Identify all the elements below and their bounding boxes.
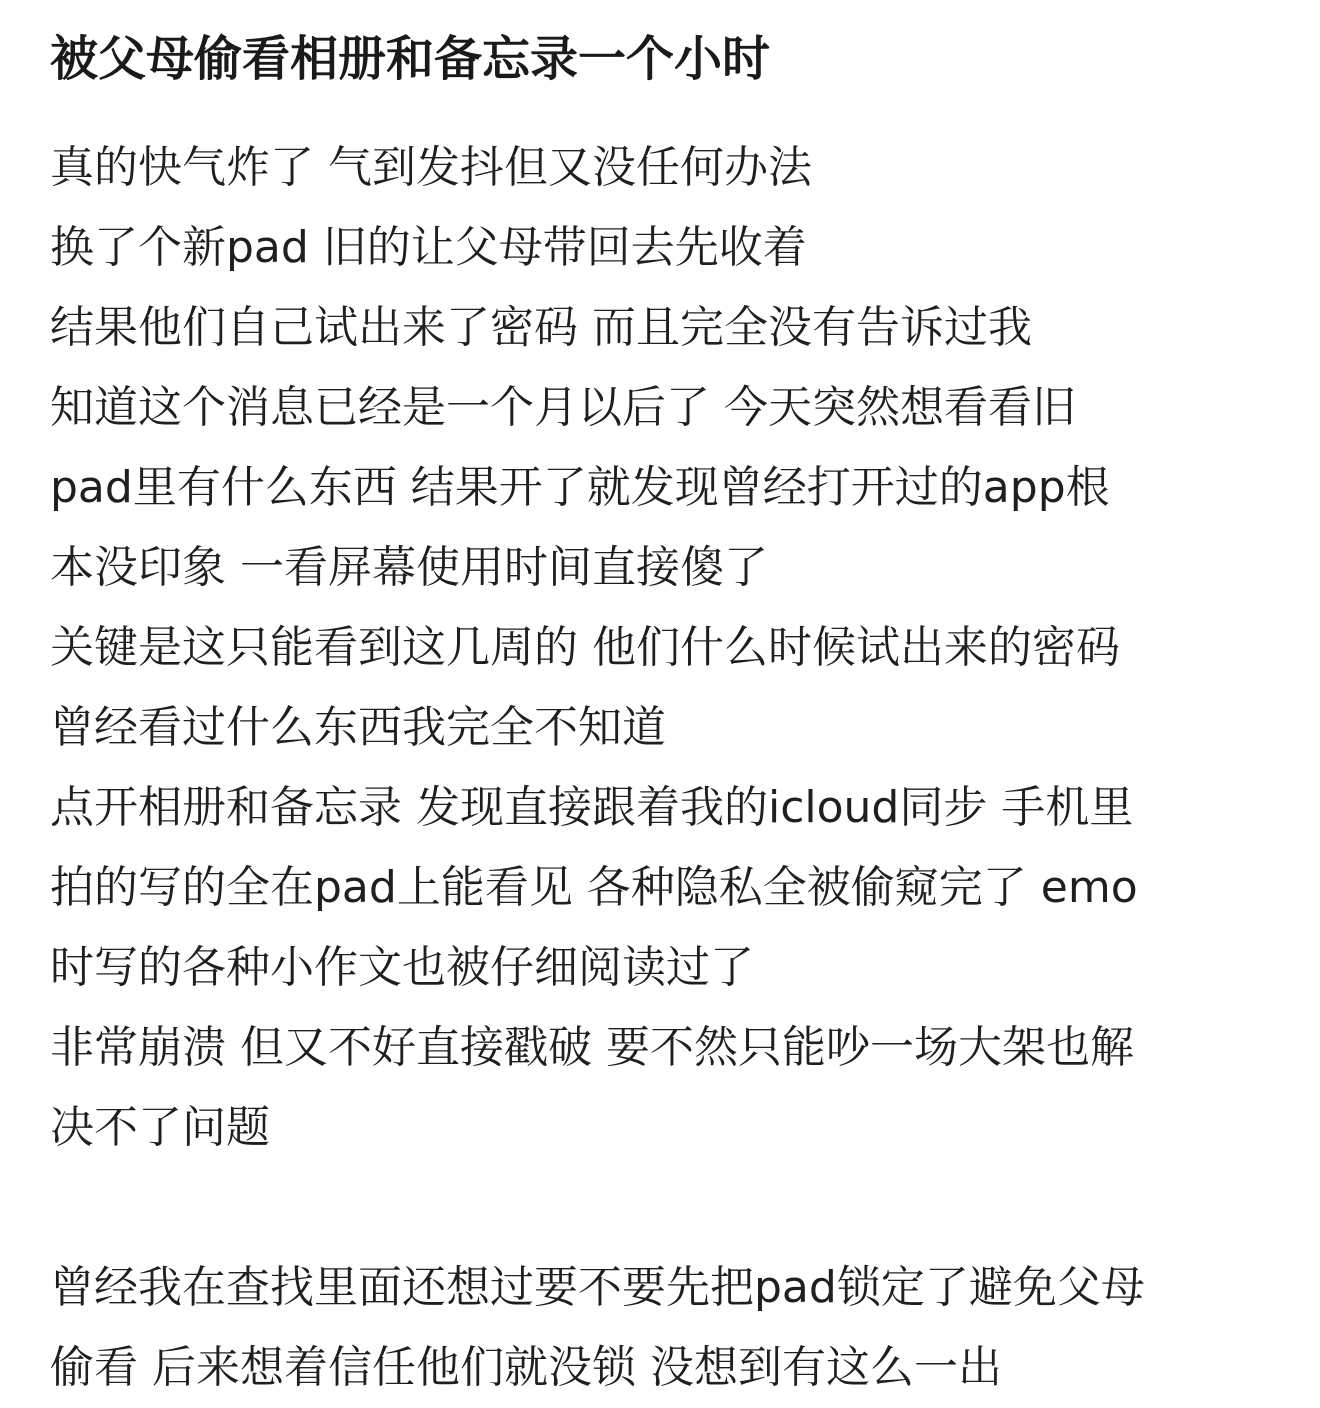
body-line: 换了个新pad 旧的让父母带回去先收着: [50, 222, 807, 273]
body-line: 决不了问题: [50, 1102, 270, 1153]
body-line: 偷看 后来想着信任他们就没锁 没想到有这么一出: [50, 1342, 1002, 1393]
post-body: [50, 128, 1290, 1408]
body-line: 非常崩溃 但又不好直接戳破 要不然只能吵一场大架也解: [50, 1022, 1134, 1073]
body-line: 曾经看过什么东西我完全不知道: [50, 702, 666, 753]
post-title: 被父母偷看相册和备忘录一个小时: [50, 31, 771, 87]
body-line: 点开相册和备忘录 发现直接跟着我的icloud同步 手机里: [50, 782, 1134, 833]
body-line: 知道这个消息已经是一个月以后了 今天突然想看看旧: [50, 382, 1076, 433]
body-line: 关键是这只能看到这几周的 他们什么时候试出来的密码: [50, 622, 1120, 673]
body-line: 本没印象 一看屏幕使用时间直接傻了: [50, 542, 768, 593]
body-line: 时写的各种小作文也被仔细阅读过了: [50, 942, 754, 993]
body-line: 曾经我在查找里面还想过要不要先把pad锁定了避免父母: [50, 1262, 1145, 1313]
body-line: 拍的写的全在pad上能看见 各种隐私全被偷窥完了 emo: [50, 862, 1138, 913]
post-content: [50, 0, 1290, 1408]
body-line: 真的快气炸了 气到发抖但又没任何办法: [50, 142, 812, 193]
body-line: 结果他们自己试出来了密码 而且完全没有告诉过我: [50, 302, 1032, 353]
paragraph-spacer: [50, 1168, 1290, 1248]
body-line: pad里有什么东西 结果开了就发现曾经打开过的app根: [50, 462, 1110, 513]
